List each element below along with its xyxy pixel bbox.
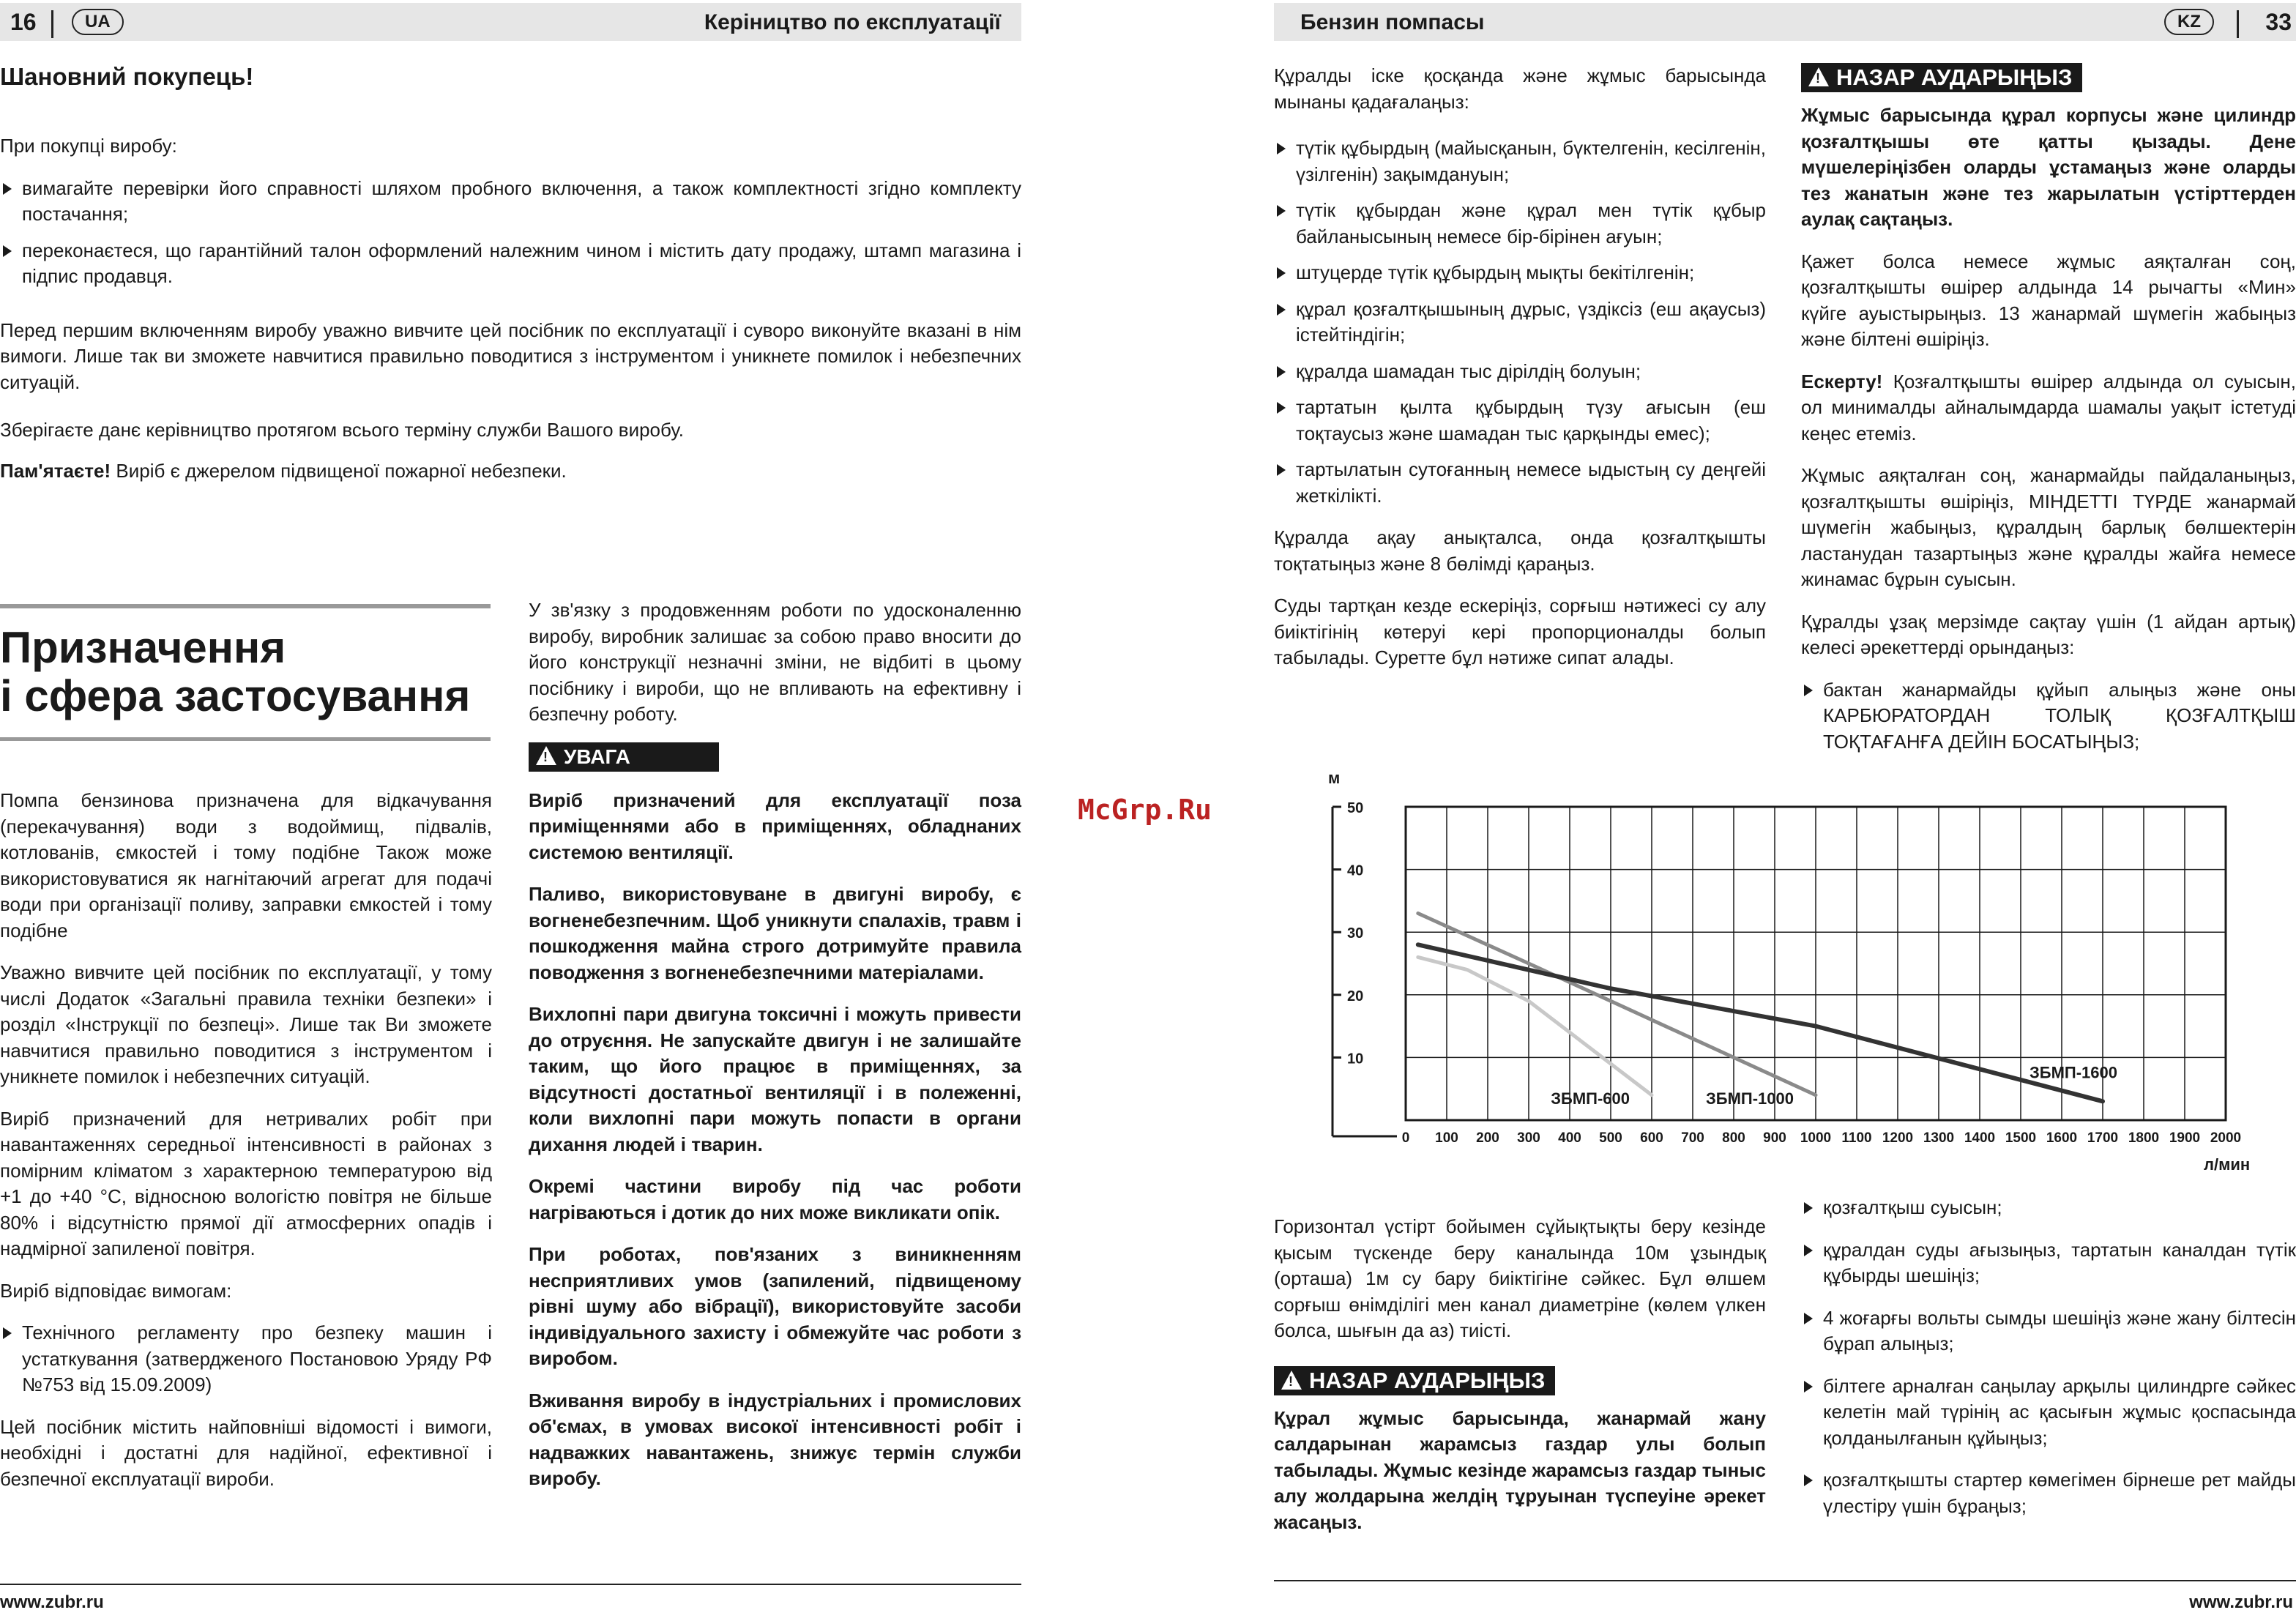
x-tick-label: 500 xyxy=(1599,1130,1622,1146)
note-paragraph xyxy=(1801,369,2296,447)
right-footer-link[interactable]: www.zubr.ru xyxy=(2189,1592,2293,1612)
y-tick-label: 50 xyxy=(1347,800,1364,816)
warning-triangle-icon xyxy=(536,746,556,765)
left-footer-rule xyxy=(0,1584,1021,1585)
intro-bullet-list xyxy=(0,176,1021,290)
warning-triangle-icon xyxy=(1281,1371,1302,1390)
section-title-line-1: Призначення xyxy=(0,623,286,672)
x-tick-label: 1500 xyxy=(2005,1130,2037,1146)
list-item: құрал қозғалтқышының дұрыс, үздіксіз (еш ақаусыз) істейтіндігін; xyxy=(1274,297,1766,348)
x-axis-label: л/мин xyxy=(2204,1155,2251,1174)
chart-series xyxy=(1418,914,2103,1102)
storage-steps-list xyxy=(1801,1195,2296,1519)
x-tick-label: 1300 xyxy=(1923,1130,1955,1146)
series-label: ЗБМП-1000 xyxy=(1705,1089,1794,1108)
x-tick-label: 1600 xyxy=(2046,1130,2078,1146)
list-item: 4 жоғарғы вольты сымды шешіңіз және жану білтесін бұрап алыңыз; xyxy=(1801,1305,2296,1357)
monitor-intro: Құралды іске қосқанда және жұмыс барысында мынаны қадағалаңыз: xyxy=(1274,64,1766,113)
remember-label: Пам'ятаєте! xyxy=(0,459,111,482)
x-tick-label: 700 xyxy=(1681,1130,1704,1146)
series-label: ЗБМП-600 xyxy=(1551,1089,1630,1108)
series-line xyxy=(1418,944,2103,1101)
list-item: білтеге арналған саңылау арқылы цилиндрге сәйкес келетін май түрінің ас қасығын жұмыс қоспасында қолданылғанын құйыңыз; xyxy=(1801,1373,2296,1452)
warning-list xyxy=(529,788,1021,1492)
left-header-separator xyxy=(51,10,53,38)
list-item: тартылатын сутоғанның немесе ыдыстың су деңгейі жеткілікті. xyxy=(1274,457,1766,509)
left-lang-badge: UA xyxy=(72,9,124,35)
x-tick-label: 1000 xyxy=(1800,1130,1832,1146)
left-header-title: Керіництво по експлуатації xyxy=(704,10,1001,34)
right-page-number: 33 xyxy=(2265,9,2292,35)
list-item: тартатын қылта құбырдың түзу ағысын (еш тоқтаусыз және шамадан тыс қарқынды емес); xyxy=(1274,395,1766,447)
warning-item: Окремі частини виробу під час роботи нагріваються і дотик до них може викликати опік. xyxy=(529,1175,1021,1223)
warning-label: УВАГА xyxy=(564,745,630,768)
right-header-title: Бензин помпасы xyxy=(1300,10,1485,34)
finish-paragraph: Жұмыс аяқталған соң, жанармайды пайдаланыңыз, қозғалтқышты өшіріңіз, МІНДЕТТІ ТҮРДЕ жанармай шүмегін жабыңыз, құралдың барлық бөлшектерін ластанудан тазартыңыз және құралды жайға немесе жинамас бұрын суысын. xyxy=(1801,464,2296,590)
x-tick-label: 800 xyxy=(1722,1130,1745,1146)
right-header-separator xyxy=(2237,10,2239,38)
kz-bottom-warning-label-box xyxy=(1274,1366,1555,1395)
note-label: Ескерту! xyxy=(1801,370,1883,392)
list-item: переконаєтеся, що гарантійний талон оформлений належним чином і містить дату продажу, штамп магазина і підпис продавця. xyxy=(0,238,1021,290)
x-tick-label: 200 xyxy=(1476,1130,1499,1146)
series-line xyxy=(1418,957,1652,1095)
first-use-paragraph: Перед першим включенням виробу уважно вивчите цей посібник по експлуатації і суворо виконуйте вказані в нім вимоги. Лише так ви зможете навчитися правильно поводитися з інструментом і уникнете помилок і небезпечних ситуацій. xyxy=(0,318,1021,393)
warning-item: Виріб призначений для експлуатації поза приміщеннями або в приміщеннях, обладнаних системою вентиляції. xyxy=(529,789,1021,863)
fault-paragraph: Құралда ақау анықталса, онда қозғалтқышты тоқтатыңыз және 8 бөлімді қараңыз. xyxy=(1274,526,1766,575)
performance-chart xyxy=(1311,761,2262,1179)
list-item: қозғалтқышты стартер көмегімен бірнеше рет майды үлестіру үшін бұраңыз; xyxy=(1801,1467,2296,1519)
chart-axes xyxy=(1332,807,1397,1136)
watermark: McGrp.Ru xyxy=(1078,794,1212,826)
remember-text: Виріб є джерелом підвищеної пожарної небезпеки. xyxy=(111,459,567,482)
intro-text: При покупці виробу: xyxy=(0,135,177,157)
note-text: Қозғалтқышты өшірер алдында ол суысын, ол минималды айналымдарда шамалы уақыт істетуді кеңес етеміз. xyxy=(1801,370,2296,444)
storage-paragraph: Құралды ұзақ мерзімде сақтау үшін (1 айдан артық) келесі әрекеттерді орындаңыз: xyxy=(1801,610,2296,658)
requirements-paragraph: Виріб відповідає вимогам: xyxy=(0,1279,232,1302)
warning-label-box xyxy=(529,742,719,772)
kz-warning-label-box xyxy=(1801,63,2082,92)
kz-bottom-warning-label: НАЗАР АУДАРЫҢЫЗ xyxy=(1309,1367,1546,1393)
left-column-1 xyxy=(0,788,492,1508)
monitor-list xyxy=(1274,135,1766,509)
list-item: құралда шамадан тыс дірілдің болуын; xyxy=(1274,359,1766,385)
improvement-paragraph: У зв'язку з продовженням роботи по удосконаленню виробу, виробник залишає за собою право вносити до його конструкції незначні зміни, не відбиті в цьому посібнику і вироби, що не впливають на ефективну і безпечну роботу. xyxy=(529,599,1021,725)
y-tick-label: 30 xyxy=(1347,925,1364,942)
conditions-paragraph: Виріб призначений для нетривалих робіт при навантаженнях середньої інтенсивності в районах з помірним кліматом з характерною температурою від +1 до +40 °С, відносною вологістю повітря не більше 80% і відсутністю прямої дії атмосферних опадів і надмірної запиленої повітря. xyxy=(0,1107,492,1259)
kz-bottom-warning-text: Құрал жұмыс барысында, жанармай жану салдарынан жарамсыз газдар улы болып табылады. Жұмыс кезінде жарамсыз газдар тыныс алу жолдарына желдің тұруынан түспеуіне әрекет жасаңыз. xyxy=(1274,1406,1766,1533)
left-footer-link[interactable]: www.zubr.ru xyxy=(0,1592,104,1612)
x-tick-label: 100 xyxy=(1435,1130,1458,1146)
left-header-bar xyxy=(0,3,1021,41)
warning-item: Вживання виробу в індустріальних і промислових об'ємах, в умовах високої інтенсивності робіт і надважких навантажень, знижує термін служби виробу. xyxy=(529,1389,1021,1489)
warning-triangle-icon xyxy=(1808,67,1829,86)
x-tick-label: 1800 xyxy=(2128,1130,2160,1146)
right-footer-rule xyxy=(1274,1580,2296,1581)
section-top-rule xyxy=(0,604,491,608)
requirements-list xyxy=(0,1320,492,1398)
right-bottom-right xyxy=(1801,1195,2296,1535)
y-tick-label: 10 xyxy=(1347,1051,1364,1067)
list-item: құралдан суды ағызыңыз, тартатын каналдан түтік құбырды шешіңіз; xyxy=(1801,1237,2296,1289)
manual-content-paragraph: Цей посібник містить найповніші відомості і вимоги, необхідні і достатні для надійної, ефективної і безпечної експлуатації вироби. xyxy=(0,1415,492,1490)
left-intro-block xyxy=(0,133,1021,500)
keep-manual-paragraph: Зберігаєте данє керівництво протягом всього терміну служби Вашого виробу. xyxy=(0,419,684,441)
x-tick-label: 400 xyxy=(1558,1130,1581,1146)
study-paragraph: Уважно вивчите цей посібник по експлуатації, у тому числі Додаток «Загальні правила техніки безпеки» і розділ «Інструкції по безпеці». Лише так Ви зможете навчитися правильно поводитися з інструментом і уникнете помилок і небезпечних ситуацій. xyxy=(0,961,492,1087)
right-bottom-left xyxy=(1274,1214,1766,1551)
warning-item: При роботах, пов'язаних з виникненням несприятливих умов (запилений, підвищеному рівні шуму або вібрації), використовуйте засоби індивідуального захисту і обмежуйте час роботи з виробом. xyxy=(529,1243,1021,1369)
x-tick-label: 1100 xyxy=(1841,1130,1872,1146)
list-item: вимагайте перевірки його справності шляхом пробного включення, а також комплектності згідно комплекту постачання; xyxy=(0,176,1021,228)
list-item: штуцерде түтік құбырдың мықты бекітілгенін; xyxy=(1274,260,1766,286)
list-item: қозғалтқыш суысын; xyxy=(1801,1195,2296,1221)
x-tick-label: 300 xyxy=(1517,1130,1540,1146)
section-title-line-2: і сфера застосування xyxy=(0,671,471,720)
kz-warning-label: НАЗАР АУДАРЫҢЫЗ xyxy=(1836,64,2073,90)
list-item: түтік құбырдың (майысқанын, бүктелгенін, кесілгенін, үзілгенін) зақымдануын; xyxy=(1274,135,1766,187)
y-tick-label: 40 xyxy=(1347,862,1364,879)
section-title xyxy=(0,624,470,720)
list-item: түтік құбырдан және құрал мен түтік құбыр байланысының немесе бір-бірінен ағуын; xyxy=(1274,198,1766,250)
series-label: ЗБМП-1600 xyxy=(2029,1063,2118,1082)
section-bottom-rule xyxy=(0,737,491,741)
greeting-heading: Шановний покупець! xyxy=(0,63,254,90)
x-tick-label: 1700 xyxy=(2087,1130,2119,1146)
x-tick-label: 900 xyxy=(1763,1130,1786,1146)
list-item: Технічного регламенту про безпеку машин і устаткування (затвердженого Постановою Уряду РФ №753 від 15.09.2009) xyxy=(0,1320,492,1398)
right-column-2 xyxy=(1801,63,2296,771)
x-tick-label: 0 xyxy=(1401,1130,1410,1146)
right-lang-badge: KZ xyxy=(2164,9,2214,35)
warning-item: Паливо, використовуване в двигуні виробу, є вогненебезпечним. Щоб уникнути спалахів, травм і пошкодження майна строго дотримуйте правила поводження з вогненебезпечними матеріалами. xyxy=(529,883,1021,983)
left-page-number: 16 xyxy=(10,9,37,35)
chart-tick-labels xyxy=(1347,800,2241,1146)
x-tick-label: 1200 xyxy=(1882,1130,1914,1146)
x-tick-label: 1400 xyxy=(1964,1130,1996,1146)
x-tick-label: 1900 xyxy=(2169,1130,2201,1146)
right-header-bar xyxy=(1274,3,2296,41)
y-tick-label: 20 xyxy=(1347,988,1364,1004)
left-column-2 xyxy=(529,597,1021,1508)
purpose-paragraph: Помпа бензинова призначена для відкачування (перекачування) води з водоймищ, підвалів, котлованів, ємкостей і тому подібне Також може використовуватися як нагнітаючий агрегат для подачі води при організації поливу, заправки ємкостей і тому подібне xyxy=(0,789,492,942)
warning-item: Вихлопні пари двигуна токсичні і можуть привести до отруєння. Не запускайте двигун і не залишайте таким, що його працює в приміщеннях, за відсутності достатньої вентиляції і в полеженні, коли вихлопні пари можуть попасти в органи дихання людей і тварин. xyxy=(529,1003,1021,1155)
list-item: бактан жанармайды құйып алыңыз және оны КАРБЮРАТОРДАН ТОЛЫҚ ҚОЗҒАЛТҚЫШ ТОҚТАҒАНҒА ДЕЙІН БОСАТЫҢЫЗ; xyxy=(1801,677,2296,756)
remember-paragraph xyxy=(0,458,1021,485)
height-paragraph: Суды тартқан кезде ескеріңіз, сорғыш нәтижесі су алу биіктігінің көтеруі кері пропорционалды болып табылады. Суретте бұл нәтиже сипат алады. xyxy=(1274,594,1766,668)
y-axis-label: м xyxy=(1328,769,1341,787)
horizontal-paragraph: Горизонтал үстірт бойымен сұйықтықты беру кезінде қысым түскенде беру каналында 10м ұзындық (орташа) 1м су бару биіктігіне сәйкес. Бұл өлшем сорғыш өнімділігі мен канал диаметріне (көлем үлкен болса, шығын да аз) тиісті. xyxy=(1274,1215,1766,1341)
stop-lever-paragraph: Қажет болса немесе жұмыс аяқталған соң, қозғалтқышты өшірер алдында 14 рычагты «Мин» күйге ауыстырыңыз. 13 жанармай шүмегін жабыңыз және білтені өшіріңіз. xyxy=(1801,250,2296,350)
x-tick-label: 2000 xyxy=(2210,1130,2242,1146)
right-column-1 xyxy=(1274,63,1766,687)
x-tick-label: 600 xyxy=(1640,1130,1663,1146)
kz-warning-text: Жұмыс барысында құрал корпусы және цилиндр қозғалтқышы өте қатты қызады. Дене мүшелеріңізбен оларды ұстамаңыз және оларды тез жанатын және тез жарылатын үстірттерден аулақ сақтаңыз. xyxy=(1801,104,2296,230)
storage-list xyxy=(1801,677,2296,756)
